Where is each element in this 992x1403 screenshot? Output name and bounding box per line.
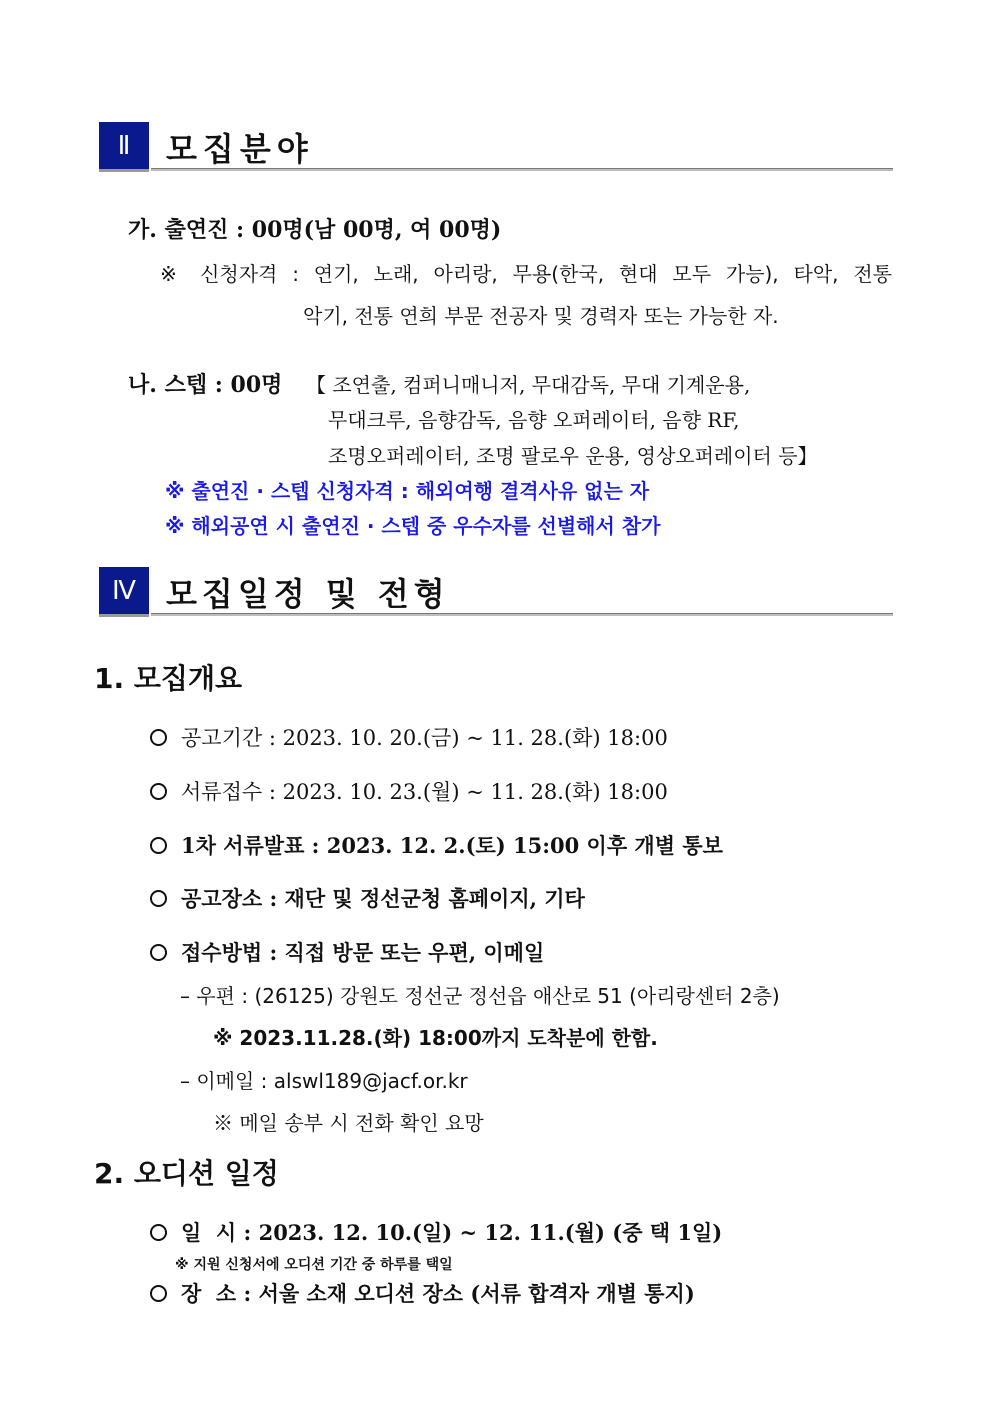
- circle-bullet-icon: [150, 944, 167, 961]
- item-value: 2023. 10. 20.(금) ~ 11. 28.(화) 18:00: [282, 726, 668, 750]
- item-label: 공고장소 :: [181, 886, 278, 911]
- overview-item: [150, 722, 668, 752]
- staff-list-line2: 무대크루, 음향감독, 음향 오퍼레이터, 음향 RF,: [328, 408, 740, 432]
- section-divider-shadow: [151, 614, 893, 616]
- mail-deadline-note: ※ 2023.11.28.(화) 18:00까지 도착분에 한함.: [213, 1026, 658, 1050]
- item-label: 1차 서류발표 :: [181, 833, 320, 858]
- item-value: 2023. 12. 10.(일) ~ 12. 11.(월) (중 택 1일): [258, 1220, 723, 1245]
- cast-qualification-line1: ※ 신청자격 : 연기, 노래, 아리랑, 무용(한국, 현대 모두 가능), 타악, 전통: [160, 262, 892, 286]
- item-label: 공고기간 :: [181, 726, 276, 750]
- item-label: 서류접수 :: [181, 780, 276, 804]
- section-divider-shadow: [151, 169, 893, 171]
- section-badge-4: [99, 567, 149, 614]
- section-title-schedule: 모집일정 및 전형: [166, 575, 450, 613]
- circle-bullet-icon: [150, 890, 167, 907]
- item-value: 직접 방문 또는 우편, 이메일: [284, 940, 545, 965]
- circle-bullet-icon: [150, 837, 167, 854]
- section-title-recruit-field: 모집분야: [166, 130, 314, 168]
- email-note: ※ 메일 송부 시 전화 확인 요망: [213, 1111, 484, 1135]
- cast-heading: 가. 출연진 : 00명(남 00명, 여 00명): [128, 217, 502, 243]
- staff-list-line3: 조명오퍼레이터, 조명 팔로우 운용, 영상오퍼레이터 등】: [328, 444, 818, 468]
- item-value: 2023. 10. 23.(월) ~ 11. 28.(화) 18:00: [282, 780, 668, 804]
- audition-date: [150, 1217, 722, 1247]
- item-value: 2023. 12. 2.(토) 15:00 이후 개별 통보: [326, 833, 723, 858]
- section-numeral: Ⅱ: [117, 130, 131, 160]
- circle-bullet-icon: [150, 1285, 167, 1302]
- cast-qualification-line2: 악기, 전통 연희 부문 전공자 및 경력자 또는 가능한 자.: [303, 304, 779, 328]
- qualification-note: ※ 출연진 · 스텝 신청자격 : 해외여행 결격사유 없는 자: [165, 479, 650, 503]
- audition-heading: 2. 오디션 일정: [94, 1157, 279, 1190]
- item-label: 접수방법 :: [181, 940, 278, 965]
- staff-heading: 나. 스텝 : 00명: [128, 372, 283, 398]
- circle-bullet-icon: [150, 1224, 167, 1241]
- overview-item: [150, 937, 544, 967]
- item-label: 일 시 :: [181, 1220, 252, 1245]
- section-numeral: Ⅳ: [112, 575, 136, 605]
- section-badge-2: [99, 122, 149, 169]
- overview-item: [150, 776, 668, 806]
- circle-bullet-icon: [150, 729, 167, 746]
- overview-heading: 1. 모집개요: [94, 662, 243, 695]
- audition-place: [150, 1278, 695, 1308]
- audition-date-note: ※ 지원 신청서에 오디션 기간 중 하루를 택일: [175, 1257, 453, 1273]
- overview-item: [150, 830, 723, 860]
- item-value: 재단 및 정선군청 홈페이지, 기타: [284, 886, 585, 911]
- item-value: 서울 소재 오디션 장소 (서류 합격자 개별 통지): [258, 1281, 695, 1306]
- email-line: – 이메일 : alswl189@jacf.or.kr: [180, 1069, 468, 1093]
- item-label: 장 소 :: [181, 1281, 252, 1306]
- mail-address-line: – 우편 : (26125) 강원도 정선군 정선읍 애산로 51 (아리랑센터 2층): [180, 984, 780, 1008]
- circle-bullet-icon: [150, 783, 167, 800]
- overseas-note: ※ 해외공연 시 출연진 · 스텝 중 우수자를 선별해서 참가: [165, 514, 661, 538]
- staff-list-line1: 【 조연출, 컴퍼니매니저, 무대감독, 무대 기계운용,: [306, 373, 751, 397]
- overview-item: [150, 883, 585, 913]
